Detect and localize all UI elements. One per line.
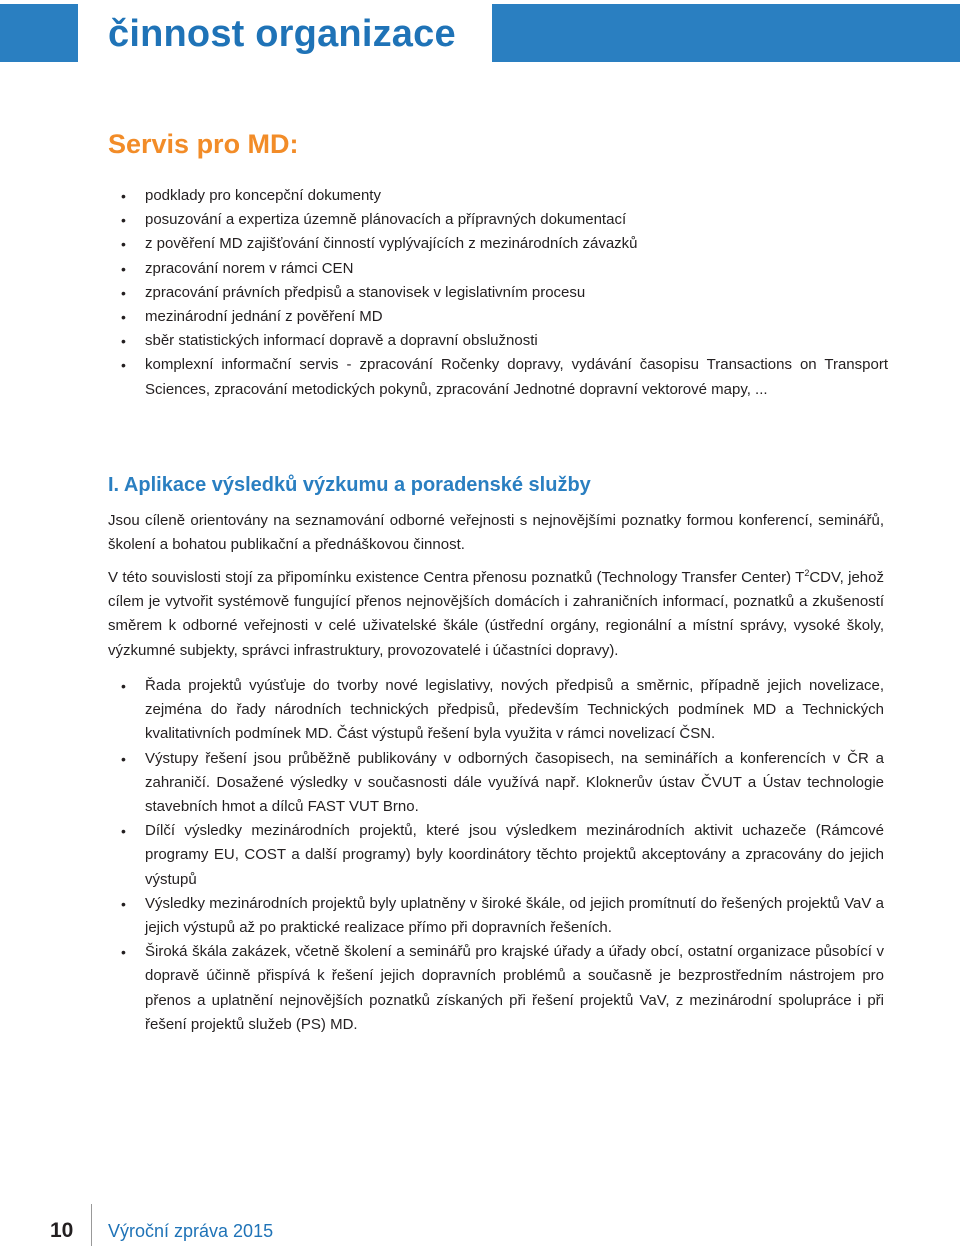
list-item-text: Dílčí výsledky mezinárodních projektů, které jsou výsledkem mezinárodních aktivit uchazeče (Rámcové programy EU, COST a další programy) byly koordinátory těchto projektů akceptovány a zpracovány do jejich výstupů bbox=[145, 822, 884, 888]
header-right-bar bbox=[492, 4, 960, 62]
list-item bbox=[108, 208, 888, 232]
list-item-text: sběr statistických informací dopravě a dopravní obslužnosti bbox=[145, 332, 538, 350]
list-item bbox=[108, 892, 884, 940]
list-item-text: Široká škála zakázek, včetně školení a seminářů pro krajské úřady a úřady obcí, ostatní organizace působící v dopravě účinně přispívá k řešení jejich dopravních problémů a současně je bezprostředním nástrojem pro přenos a uplatnění nejnovějších poznatků získaných při řešení projektů VaV, z mezinárodní spolupráce i při řešení projektů služeb (PS) MD. bbox=[145, 943, 884, 1033]
paragraph-2-end: CDV, jehož cílem je vytvořit systémově fungující přenos nejnovějších domácích i zahraničních informací, poznatků a zkušeností směrem k odborné veřejnosti v celé uživatelské škále (ústřední orgány, regionální a místní správy, vysoké školy, výzkumné subjekty, správci infrastruktury, provozovatelé i účastníci dopravy). bbox=[108, 569, 884, 659]
list-item-text: podklady pro koncepční dokumenty bbox=[145, 187, 381, 204]
bullet-icon: • bbox=[121, 750, 126, 767]
list-item bbox=[108, 305, 888, 329]
list-item bbox=[108, 747, 884, 820]
list-item bbox=[108, 940, 884, 1037]
bullet-icon: • bbox=[121, 188, 126, 204]
list-item bbox=[108, 232, 888, 256]
list-item bbox=[108, 353, 888, 401]
paragraph-2-start: V této souvislosti stojí za připomínku existence Centra přenosu poznatků (Technology Transfer Center) T bbox=[108, 569, 805, 586]
page-number: 10 bbox=[50, 1219, 74, 1242]
superscript: 2 bbox=[804, 568, 810, 578]
list-item bbox=[108, 674, 884, 747]
bullet-icon: • bbox=[121, 944, 126, 961]
list-item bbox=[108, 329, 888, 353]
servis-list bbox=[108, 184, 888, 402]
list-item-text: komplexní informační servis - zpracování Ročenky dopravy, vydávání časopisu Transactions on Transport Sciences, zpracování metodických pokynů, zpracování Jednotné dopravní vektorové mapy, ... bbox=[145, 356, 888, 398]
list-item-text: Výsledky mezinárodních projektů byly uplatněny v široké škále, od jejich promítnutí do řešených projektů VaV a jejich výstupů až po praktické realizace přímo při dopravních řešeních. bbox=[145, 894, 884, 937]
list-item-text: mezinárodní jednání z pověření MD bbox=[145, 308, 383, 326]
applications-paragraph-1: Jsou cíleně orientovány na seznamování odborné veřejnosti s nejnovějšími poznatky formou konferencí, seminářů, školení a bohatou publikační a přednáškovou činnost. bbox=[108, 512, 884, 554]
bullet-icon: • bbox=[121, 333, 126, 350]
applications-heading: I. Aplikace výsledků výzkumu a poradenské služby bbox=[108, 474, 591, 496]
bullet-icon: • bbox=[121, 309, 126, 326]
list-item-text: posuzování a expertiza územně plánovacích a přípravných dokumentací bbox=[145, 211, 627, 229]
bullet-icon: • bbox=[121, 357, 126, 374]
bullet-icon: • bbox=[121, 260, 126, 277]
list-item-text: zpracování právních předpisů a stanovisek v legislativním procesu bbox=[145, 283, 586, 301]
bullet-icon: • bbox=[121, 823, 126, 840]
list-item-text: zpracování norem v rámci CEN bbox=[145, 259, 354, 277]
list-item-text: z pověření MD zajišťování činností vyplývajících z mezinárodních závazků bbox=[145, 235, 638, 253]
page-title: činnost organizace bbox=[108, 13, 456, 55]
list-item bbox=[108, 281, 888, 305]
servis-section-title: Servis pro MD: bbox=[108, 129, 299, 159]
bullet-icon: • bbox=[121, 895, 126, 912]
bullet-icon: • bbox=[121, 284, 126, 301]
list-item-text: Řada projektů vyúsťuje do tvorby nové legislativy, nových předpisů a směrnic, případně jejich novelizace, zejména do řady národních technických předpisů, především Technických podmínek MD a Technických kvalitativních podmínek MD. Část výstupů řešení byla využita v rámci novelizací ČSN. bbox=[145, 677, 884, 743]
list-item bbox=[108, 184, 888, 208]
report-title: Výroční zpráva 2015 bbox=[108, 1221, 274, 1241]
bullet-icon: • bbox=[121, 678, 126, 694]
footer-separator bbox=[91, 1204, 92, 1246]
bullet-icon: • bbox=[121, 236, 126, 253]
list-item bbox=[108, 819, 884, 892]
list-item-text: Výstupy řešení jsou průběžně publikovány v odborných časopisech, na seminářích a konferencích v ČR a zahraničí. Dosažené výsledky v současnosti dále využívá např. Kloknerův ústav ČVUT a Ústav technologie stavebních hmot a dílců FAST VUT Brno. bbox=[145, 749, 884, 816]
bullet-icon: • bbox=[121, 212, 126, 229]
list-item bbox=[108, 257, 888, 281]
applications-paragraph-2 bbox=[108, 566, 884, 663]
header-left-bar bbox=[0, 4, 78, 62]
applications-list bbox=[108, 674, 884, 1037]
